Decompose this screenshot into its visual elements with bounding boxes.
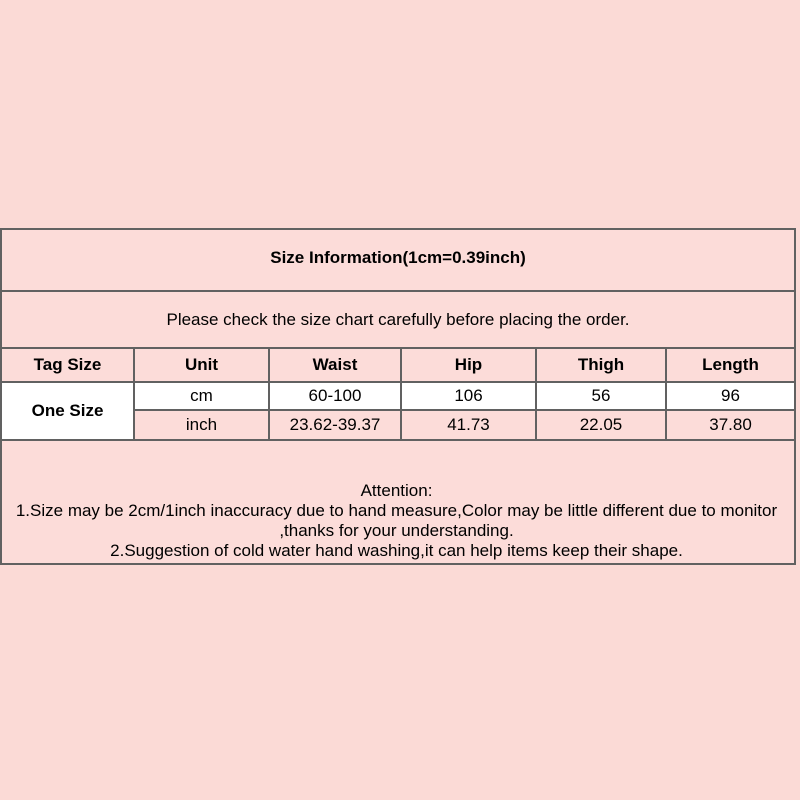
thigh-value-inch: 22.05 xyxy=(536,410,666,440)
attention-heading: Attention: xyxy=(360,481,433,500)
attention-note-1: 1.Size may be 2cm/1inch inaccuracy due to hand measure,Color may be little different due to monitor ,thanks for your understanding. xyxy=(15,501,778,540)
size-chart-subtitle: Please check the size chart carefully before placing the order. xyxy=(1,291,795,348)
table-header-row xyxy=(1,348,795,382)
unit-cell-cm: cm xyxy=(134,382,269,410)
attention-row xyxy=(1,440,795,564)
column-header-hip: Hip xyxy=(401,348,536,382)
subtitle-row xyxy=(1,291,795,348)
column-header-waist: Waist xyxy=(269,348,401,382)
size-chart-panel xyxy=(0,228,794,565)
column-header-unit: Unit xyxy=(134,348,269,382)
thigh-value-cm: 56 xyxy=(536,382,666,410)
length-value-cm: 96 xyxy=(666,382,795,410)
column-header-tag-size: Tag Size xyxy=(1,348,134,382)
size-chart-title: Size Information(1cm=0.39inch) xyxy=(1,229,795,291)
hip-value-cm: 106 xyxy=(401,382,536,410)
unit-cell-inch: inch xyxy=(134,410,269,440)
waist-value-cm: 60-100 xyxy=(269,382,401,410)
hip-value-inch: 41.73 xyxy=(401,410,536,440)
column-header-thigh: Thigh xyxy=(536,348,666,382)
title-row xyxy=(1,229,795,291)
waist-value-inch: 23.62-39.37 xyxy=(269,410,401,440)
attention-block xyxy=(1,440,795,564)
size-chart-table xyxy=(0,228,796,565)
table-row-cm xyxy=(1,382,795,410)
attention-note-2: 2.Suggestion of cold water hand washing,it can help items keep their shape. xyxy=(110,541,683,560)
column-header-length: Length xyxy=(666,348,795,382)
length-value-inch: 37.80 xyxy=(666,410,795,440)
tag-size-value: One Size xyxy=(1,382,134,440)
